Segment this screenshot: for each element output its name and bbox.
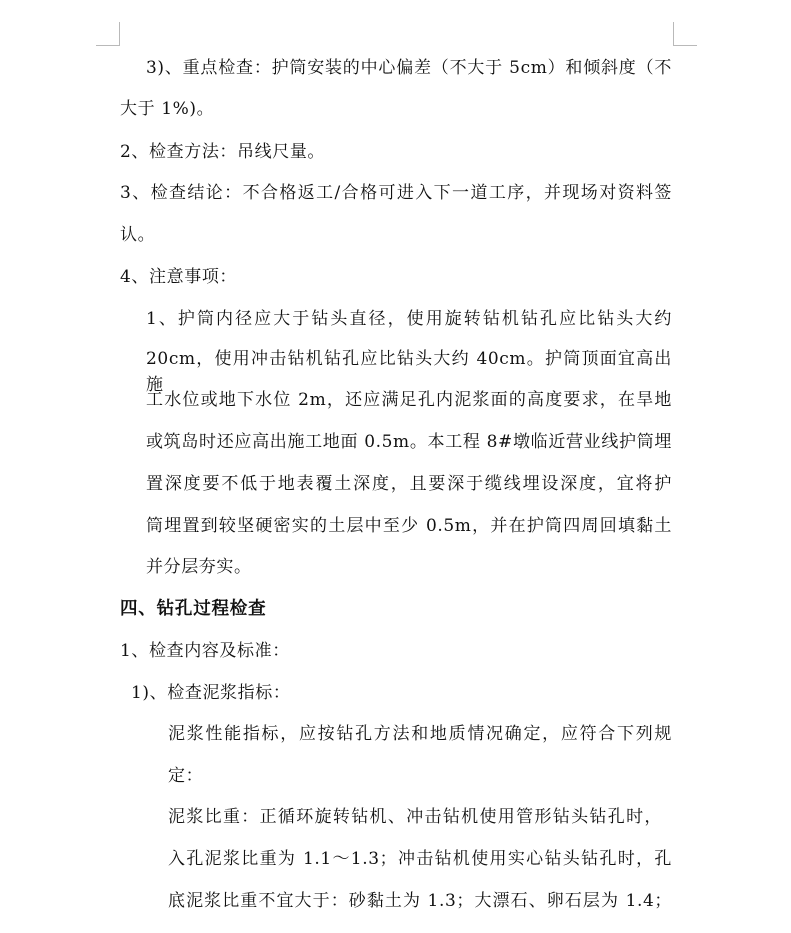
text-line: 泥浆性能指标，应按钻孔方法和地质情况确定，应符合下列规 — [168, 724, 672, 744]
text-line: 1)、检查泥浆指标： — [131, 683, 291, 703]
text-line: 20cm，使用冲击钻机钻孔应比钻头大约 40cm。护筒顶面宜高出施 — [146, 349, 672, 395]
text-line: 入孔泥浆比重为 1.1～1.3；冲击钻机使用实心钻头钻孔时，孔 — [168, 849, 672, 869]
text-line: 3、检查结论：不合格返工/合格可进入下一道工序，并现场对资料签 — [120, 183, 672, 203]
text-line: 大于 1%)。 — [120, 99, 215, 119]
text-line: 工水位或地下水位 2m，还应满足孔内泥浆面的高度要求，在旱地 — [146, 390, 672, 410]
page-corner-mark-top-right — [673, 22, 697, 46]
text-line: 底泥浆比重不宜大于：砂黏土为 1.3；大漂石、卵石层为 1.4； — [168, 891, 672, 911]
text-line: 并分层夯实。 — [146, 557, 252, 577]
text-line: 3)、重点检查：护筒安装的中心偏差（不大于 5cm）和倾斜度（不 — [146, 58, 672, 78]
text-line: 泥浆比重：正循环旋转钻机、冲击钻机使用管形钻头钻孔时， — [168, 807, 662, 827]
text-line: 1、检查内容及标准： — [120, 641, 290, 661]
text-line: 4、注意事项： — [120, 267, 238, 287]
text-line: 认。 — [120, 225, 156, 245]
text-line: 或筑岛时还应高出施工地面 0.5m。本工程 8#墩临近营业线护筒埋 — [146, 432, 672, 452]
text-line: 筒埋置到较坚硬密实的土层中至少 0.5m，并在护筒四周回填黏土 — [146, 516, 672, 536]
text-line: 2、检查方法：吊线尺量。 — [120, 142, 326, 162]
text-line: 置深度要不低于地表覆土深度，且要深于缆线埋设深度，宜将护 — [146, 474, 672, 494]
text-line: 定： — [168, 766, 204, 786]
page-corner-mark-top-left — [96, 22, 120, 46]
text-line: 1、护筒内径应大于钻头直径，使用旋转钻机钻孔应比钻头大约 — [146, 309, 672, 329]
section-heading: 四、钻孔过程检查 — [120, 599, 267, 619]
